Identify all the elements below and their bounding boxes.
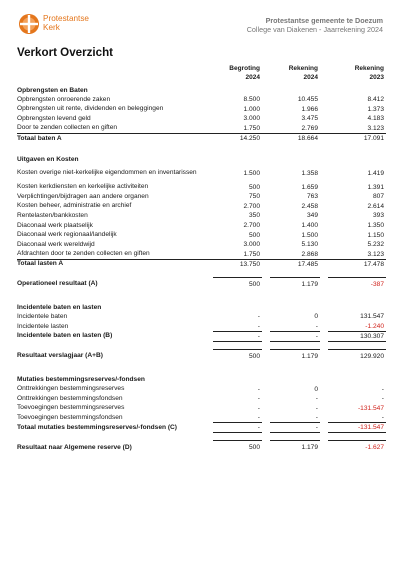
section-heading-lasten: Uitgaven en Kosten [17,156,79,164]
table-row: Opbrengsten levend geld 3.000 3.475 4.183 [17,114,384,123]
page-header [0,0,403,44]
section-heading-baten: Opbrengsten en Baten [17,87,88,94]
table-row: Toevoegingen bestemmingsreserves - - -131.547 [17,404,384,412]
section-heading-incidenteel: Incidentele baten en lasten [17,304,102,312]
logo-line-2: Kerk [43,23,60,32]
total-row-mutaties: Totaal mutaties bestemmingsreserves/-fondsen (C) - - -131.547 [17,423,384,432]
table-row: Diaconaal werk plaatselijk 2.700 1.400 1.350 [17,221,384,230]
result-row-verslagjaar: Resultaat verslagjaar (A+B) 500 1.179 129.920 [17,349,386,363]
column-header-rekening-2024: Rekening 2024 [288,65,318,81]
result-row-operationeel: Operationeel resultaat (A) 500 1.179 -387 [17,277,386,291]
table-row: Verplichtingen/bijdragen aan andere organen 750 763 807 [17,192,384,201]
financial-overview-table [17,64,386,455]
table-row: Diaconaal werk regionaal/landelijk 500 1.500 1.150 [17,231,384,239]
church-logo-icon [18,13,40,35]
table-row: Kosten kerkdiensten en kerkelijke activiteiten 500 1.659 1.391 [17,183,384,191]
organization-name: Protestantse gemeente te Doezum [265,16,383,25]
table-row: Toevoegingen bestemmingsfondsen - - - [17,413,384,422]
table-row: Kosten overige niet-kerkelijke eigendommen en inventarissen 1.500 1.358 1.419 [17,169,384,177]
table-row: Diaconaal werk wereldwijd 3.000 5.130 5.232 [17,240,384,249]
table-row: Kosten beheer, administratie en archief 2.700 2.458 2.614 [17,202,384,210]
page-title: Verkort Overzicht [17,46,114,59]
total-row-baten: Totaal baten A 14.250 18.664 17.091 [17,134,384,143]
total-row-lasten: Totaal lasten A 13.750 17.485 17.478 [17,260,384,268]
table-row: Incidentele lasten - - -1.240 [17,322,384,330]
organization-info [247,16,383,34]
column-header-rekening-2023: Rekening 2023 [354,65,384,81]
table-row: Incidentele baten - 0 131.547 [17,312,384,321]
table-row: Onttrekkingen bestemmingsreserves - 0 - [17,385,384,393]
table-row: Door te zenden collecten en giften 1.750 2.769 3.123 [17,124,384,132]
logo-text [43,14,89,32]
column-header-row [17,64,386,82]
section-heading-mutaties: Mutaties bestemmingsreserves/-fondsen [17,376,145,384]
table-row: Onttrekkingen bestemmingsfondsen - - - [17,394,384,403]
table-row: Opbrengsten uit rente, dividenden en beleggingen 1.000 1.966 1.373 [17,105,384,113]
result-row-algemene-reserve: Resultaat naar Algemene reserve (D) 500 1.179 -1.627 [17,441,386,455]
table-row: Afdrachten door te zenden collecten en giften 1.750 2.868 3.123 [17,250,384,258]
column-header-begroting-2024: Begroting 2024 [229,65,260,81]
table-row: Rentelasten/bankkosten 350 349 393 [17,211,384,220]
total-row-incidenteel: Incidentele baten en lasten (B) - - 130.307 [17,332,384,340]
logo-line-1: Protestantse [43,14,89,23]
table-row: Opbrengsten onroerende zaken 8.500 10.455 8.412 [17,95,384,104]
document-subtitle: College van Diakenen - Jaarrekening 2024 [246,25,383,34]
